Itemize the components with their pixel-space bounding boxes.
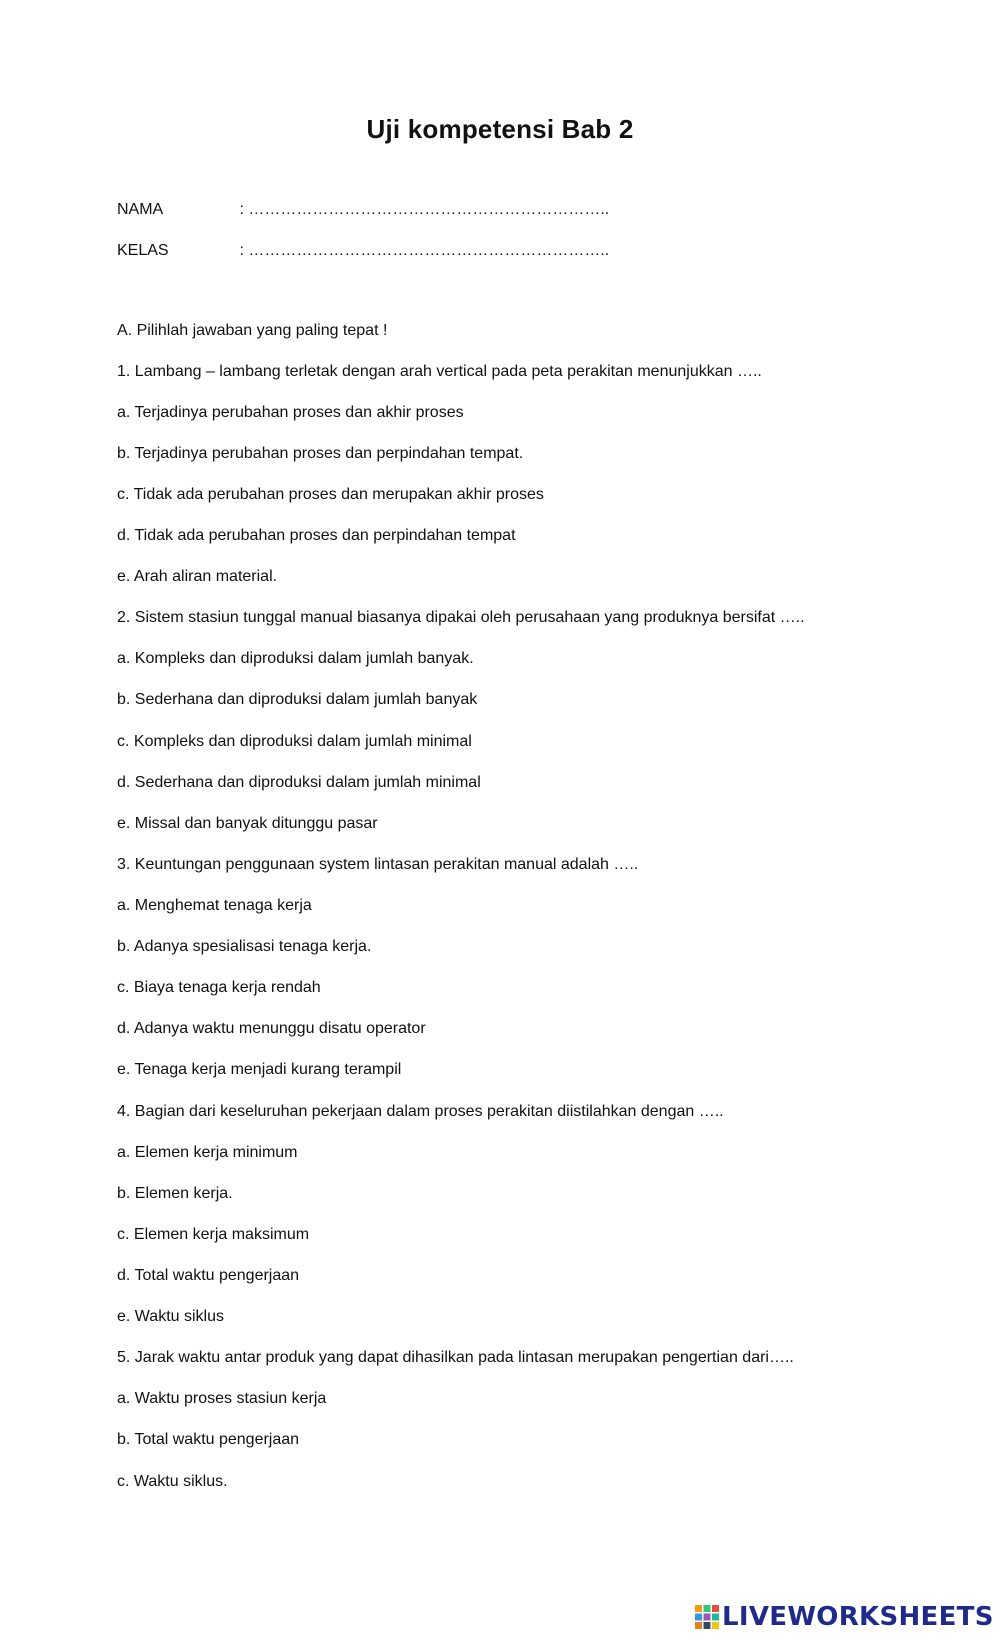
question-2: 2. Sistem stasiun tunggal manual biasanya dipakai oleh perusahaan yang produknya bersifat ….. [117,609,805,626]
option-1b[interactable]: b. Terjadinya perubahan proses dan perpindahan tempat. [117,445,524,462]
option-3c[interactable]: c. Biaya tenaga kerja rendah [117,979,321,996]
option-4b[interactable]: b. Elemen kerja. [117,1185,233,1202]
name-row [117,198,609,222]
question-5: 5. Jarak waktu antar produk yang dapat dihasilkan pada lintasan merupakan pengertian dari….. [117,1349,794,1366]
option-2c[interactable]: c. Kompleks dan diproduksi dalam jumlah minimal [117,733,472,750]
option-5c[interactable]: c. Waktu siklus. [117,1473,228,1490]
option-3d[interactable]: d. Adanya waktu menunggu disatu operator [117,1020,426,1037]
option-5a[interactable]: a. Waktu proses stasiun kerja [117,1390,327,1407]
question-1: 1. Lambang – lambang terletak dengan arah vertical pada peta perakitan menunjukkan ….. [117,363,762,380]
name-field[interactable]: : ………………………………………………………….. [239,201,610,218]
question-3: 3. Keuntungan penggunaan system lintasan perakitan manual adalah ….. [117,856,639,873]
option-1a[interactable]: a. Terjadinya perubahan proses dan akhir proses [117,404,464,421]
class-label: KELAS [117,242,169,259]
option-2d[interactable]: d. Sederhana dan diproduksi dalam jumlah minimal [117,774,481,791]
option-2b[interactable]: b. Sederhana dan diproduksi dalam jumlah banyak [117,691,478,708]
option-4c[interactable]: c. Elemen kerja maksimum [117,1226,310,1243]
option-2e[interactable]: e. Missal dan banyak ditunggu pasar [117,815,378,832]
option-4e[interactable]: e. Waktu siklus [117,1308,224,1325]
option-5b[interactable]: b. Total waktu pengerjaan [117,1431,300,1448]
option-3e[interactable]: e. Tenaga kerja menjadi kurang terampil [117,1061,402,1078]
option-1e[interactable]: e. Arah aliran material. [117,568,278,585]
option-3b[interactable]: b. Adanya spesialisasi tenaga kerja. [117,938,372,955]
option-4a[interactable]: a. Elemen kerja minimum [117,1144,298,1161]
option-4d[interactable]: d. Total waktu pengerjaan [117,1267,300,1284]
option-1d[interactable]: d. Tidak ada perubahan proses dan perpindahan tempat [117,527,516,544]
option-2a[interactable]: a. Kompleks dan diproduksi dalam jumlah banyak. [117,650,474,667]
question-4: 4. Bagian dari keseluruhan pekerjaan dalam proses perakitan diistilahkan dengan ….. [117,1103,724,1120]
liveworksheets-brand[interactable] [694,1602,994,1632]
option-1c[interactable]: c. Tidak ada perubahan proses dan merupakan akhir proses [117,486,544,503]
worksheet-title: Uji kompetensi Bab 2 [366,114,634,144]
option-3a[interactable]: a. Menghemat tenaga kerja [117,897,312,914]
liveworksheets-logo-icon [694,1604,720,1630]
name-label: NAMA [117,201,164,218]
brand-name: LIVEWORKSHEETS [722,1602,994,1632]
class-row [117,239,609,263]
section-heading: A. Pilihlah jawaban yang paling tepat ! [117,322,388,339]
class-field[interactable]: : ………………………………………………………….. [239,242,610,259]
